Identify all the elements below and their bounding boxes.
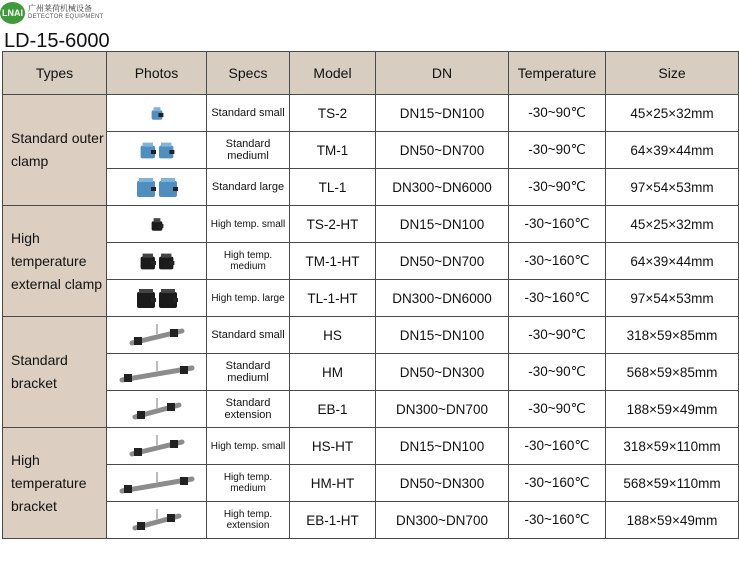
document-title: LD-15-6000 — [4, 30, 110, 52]
temperature-cell: -30~160℃ — [509, 280, 606, 317]
temperature-cell: -30~90℃ — [509, 391, 606, 428]
dn-cell: DN50~DN700 — [376, 243, 509, 280]
table-row — [3, 428, 739, 465]
model-cell: TM-1 — [290, 132, 376, 169]
sensor-connector — [158, 113, 163, 117]
product-spec-table — [2, 51, 739, 539]
spec-cell: High temp. medium — [207, 243, 290, 280]
model-cell: TL-1-HT — [290, 280, 376, 317]
header-dn: DN — [376, 52, 509, 95]
type-cell: High temperature external clamp — [3, 206, 107, 317]
sensor-cap — [161, 143, 171, 147]
model-cell: HM-HT — [290, 465, 376, 502]
header-specs: Specs — [207, 52, 290, 95]
sensor-cap — [153, 218, 160, 222]
bracket-block — [124, 374, 132, 382]
table-row — [3, 354, 739, 391]
temperature-cell: -30~160℃ — [509, 243, 606, 280]
spec-cell: Standard extension — [207, 391, 290, 428]
bracket-block — [124, 485, 132, 493]
model-cell: TS-2-HT — [290, 206, 376, 243]
dn-cell: DN300~DN6000 — [376, 169, 509, 206]
table-row — [3, 317, 739, 354]
dn-cell: DN50~DN300 — [376, 354, 509, 391]
size-cell: 318×59×110mm — [606, 428, 739, 465]
size-cell: 188×59×49mm — [606, 391, 739, 428]
sensor-cap — [139, 178, 153, 182]
type-cell: Standard bracket — [3, 317, 107, 428]
model-cell: TM-1-HT — [290, 243, 376, 280]
bracket-block — [167, 514, 175, 522]
sensor-cap — [161, 178, 175, 182]
table-row — [3, 95, 739, 132]
sensor-cap — [142, 143, 152, 147]
sensor-connector — [169, 261, 174, 265]
header-size: Size — [606, 52, 739, 95]
photo-cell — [107, 206, 207, 243]
model-cell: EB-1 — [290, 391, 376, 428]
header-temperature: Temperature — [509, 52, 606, 95]
size-cell: 64×39×44mm — [606, 132, 739, 169]
size-cell: 97×54×53mm — [606, 280, 739, 317]
dn-cell: DN15~DN100 — [376, 317, 509, 354]
temperature-cell: -30~90℃ — [509, 354, 606, 391]
size-cell: 568×59×85mm — [606, 354, 739, 391]
dn-cell: DN300~DN6000 — [376, 280, 509, 317]
temperature-cell: -30~160℃ — [509, 206, 606, 243]
rail-bracket-icon — [112, 356, 202, 388]
temperature-cell: -30~90℃ — [509, 95, 606, 132]
table-row — [3, 169, 739, 206]
header-model: Model — [290, 52, 376, 95]
sensor-connector — [151, 261, 156, 265]
table-row — [3, 280, 739, 317]
type-cell: High temperature bracket — [3, 428, 107, 539]
model-cell: HM — [290, 354, 376, 391]
table-row — [3, 132, 739, 169]
photo-cell — [107, 502, 207, 539]
size-cell: 45×25×32mm — [606, 95, 739, 132]
bracket-block — [180, 366, 188, 374]
bracket-block — [137, 411, 145, 419]
dn-cell: DN50~DN300 — [376, 465, 509, 502]
photo-cell — [107, 465, 207, 502]
table-row — [3, 243, 739, 280]
bracket-block — [170, 440, 178, 448]
sensor-connector — [151, 187, 156, 191]
type-cell: Standard outer clamp — [3, 95, 107, 206]
table-row — [3, 465, 739, 502]
company-logo: LNAI — [0, 2, 25, 24]
sensor-connector — [151, 298, 156, 302]
table-row — [3, 206, 739, 243]
brand-name-en: DETECTOR EQUIPMENT — [28, 14, 104, 20]
brand-name-cn: 广州莱荷机械设备 — [28, 4, 92, 13]
temperature-cell: -30~160℃ — [509, 428, 606, 465]
photo-cell — [107, 243, 207, 280]
black-clamp-sensor-icon — [112, 282, 202, 314]
temperature-cell: -30~90℃ — [509, 169, 606, 206]
blue-clamp-sensor-icon — [112, 134, 202, 166]
sensor-cap — [142, 254, 152, 258]
spec-cell: Standard small — [207, 95, 290, 132]
dn-cell: DN300~DN700 — [376, 502, 509, 539]
model-cell: TS-2 — [290, 95, 376, 132]
blue-clamp-sensor-icon — [112, 97, 202, 129]
model-cell: HS-HT — [290, 428, 376, 465]
bracket-block — [167, 403, 175, 411]
spec-cell: High temp. small — [207, 428, 290, 465]
temperature-cell: -30~160℃ — [509, 502, 606, 539]
model-cell: HS — [290, 317, 376, 354]
bracket-block — [137, 522, 145, 530]
photo-cell — [107, 169, 207, 206]
bracket-block — [180, 477, 188, 485]
dn-cell: DN15~DN100 — [376, 206, 509, 243]
temperature-cell: -30~90℃ — [509, 132, 606, 169]
size-cell: 568×59×110mm — [606, 465, 739, 502]
bracket-block — [134, 448, 142, 456]
dn-cell: DN50~DN700 — [376, 132, 509, 169]
photo-cell — [107, 95, 207, 132]
size-cell: 45×25×32mm — [606, 206, 739, 243]
sensor-connector — [158, 224, 163, 228]
rail-bracket-icon — [112, 504, 202, 536]
spec-cell: Standard mediuml — [207, 354, 290, 391]
photo-cell — [107, 317, 207, 354]
bracket-block — [170, 329, 178, 337]
sensor-connector — [173, 187, 178, 191]
temperature-cell: -30~160℃ — [509, 465, 606, 502]
dn-cell: DN300~DN700 — [376, 391, 509, 428]
photo-cell — [107, 428, 207, 465]
brand-header — [0, 0, 104, 26]
spec-cell: High temp. small — [207, 206, 290, 243]
spec-cell: High temp. large — [207, 280, 290, 317]
size-cell: 64×39×44mm — [606, 243, 739, 280]
table-row — [3, 391, 739, 428]
spec-cell: Standard large — [207, 169, 290, 206]
model-cell: EB-1-HT — [290, 502, 376, 539]
spec-cell: High temp. extension — [207, 502, 290, 539]
rail-bracket-icon — [112, 319, 202, 351]
brand-text — [28, 4, 104, 22]
rail-bracket-icon — [112, 467, 202, 499]
sensor-cap — [161, 254, 171, 258]
sensor-cap — [161, 289, 175, 293]
header-row — [3, 52, 739, 95]
sensor-connector — [173, 298, 178, 302]
temperature-cell: -30~90℃ — [509, 317, 606, 354]
size-cell: 97×54×53mm — [606, 169, 739, 206]
size-cell: 318×59×85mm — [606, 317, 739, 354]
spec-cell: High temp. medium — [207, 465, 290, 502]
spec-cell: Standard mediuml — [207, 132, 290, 169]
sensor-cap — [139, 289, 153, 293]
size-cell: 188×59×49mm — [606, 502, 739, 539]
photo-cell — [107, 280, 207, 317]
rail-bracket-icon — [112, 393, 202, 425]
sensor-connector — [151, 150, 156, 154]
header-photos: Photos — [107, 52, 207, 95]
photo-cell — [107, 391, 207, 428]
dn-cell: DN15~DN100 — [376, 95, 509, 132]
dn-cell: DN15~DN100 — [376, 428, 509, 465]
black-clamp-sensor-icon — [112, 245, 202, 277]
bracket-block — [134, 337, 142, 345]
model-cell: TL-1 — [290, 169, 376, 206]
table-row — [3, 502, 739, 539]
black-clamp-sensor-icon — [112, 208, 202, 240]
header-types: Types — [3, 52, 107, 95]
sensor-connector — [169, 150, 174, 154]
sensor-cap — [153, 107, 160, 111]
spec-cell: Standard small — [207, 317, 290, 354]
rail-bracket-icon — [112, 430, 202, 462]
blue-clamp-sensor-icon — [112, 171, 202, 203]
photo-cell — [107, 354, 207, 391]
photo-cell — [107, 132, 207, 169]
